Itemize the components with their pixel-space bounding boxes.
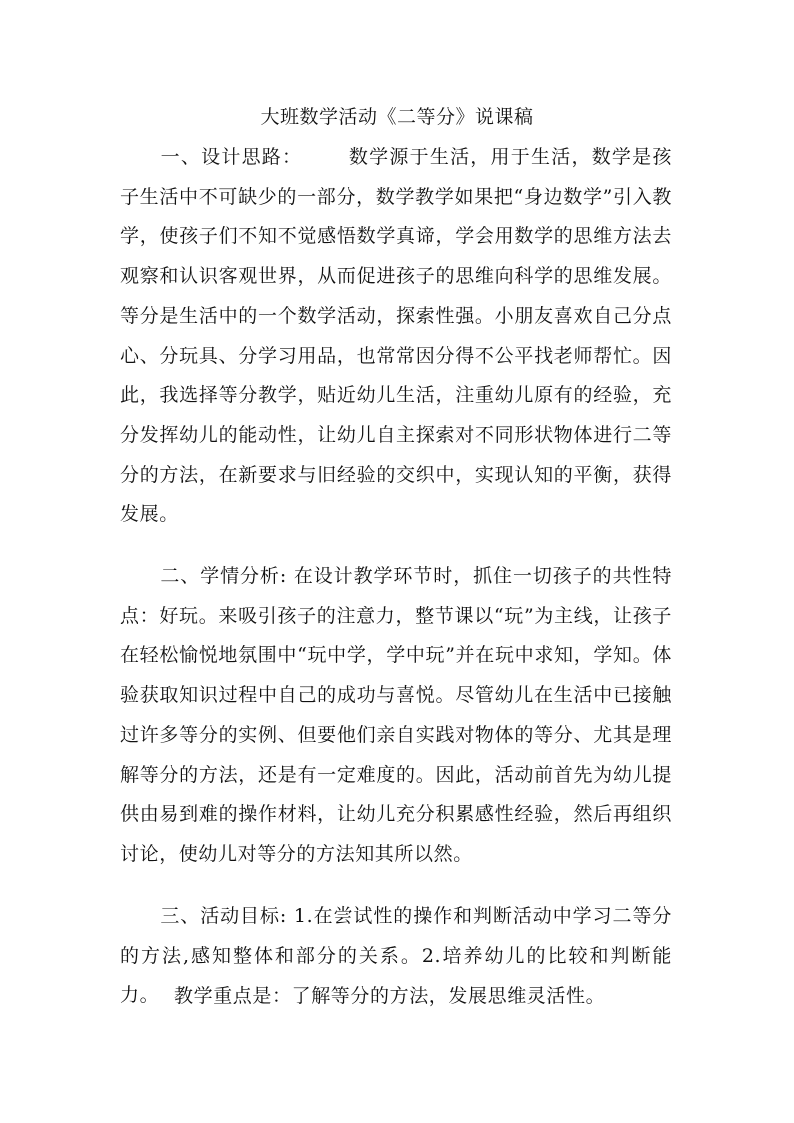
document-title: 大班数学活动《二等分》说课稿 [260,106,534,128]
section-teaching-focus [120,977,672,1017]
section-body: 了解等分的方法，发展思维灵活性。 [291,985,606,1007]
section-heading: 三、活动目标: [160,905,287,927]
section-heading: 二、学情分析: [160,565,287,587]
section-body: 1.在尝试性的操作和判断活动中学习二等分的方法,感知整体和部分的关系。2.培养幼儿的比较和判断能力。 [120,905,672,1007]
section-body: 数学源于生活，用于生活，数学是孩子生活中不可缺少的一部分，数学教学如果把“身边数学”引入教学，使孩子们不知不觉感悟数学真谛，学会用数学的思维方法去观察和认识客观世界，从而促进孩子的思维向科学的思维发展。等分是生活中的一个数学活动，探索性强。小朋友喜欢自己分点心、分玩具、分学习用品，也常常因分得不公平找老师帮忙。因此，我选择等分教学，贴近幼儿生活，注重幼儿原有的经验，充分发挥幼儿的能动性，让幼儿自主探索对不同形状物体进行二等分的方法，在新要求与旧经验的交织中，实现认知的平衡，获得发展。 [120,146,672,526]
section-design-idea [120,138,672,535]
section-heading: 一、设计思路： [160,146,303,168]
section-body: 在设计教学环节时，抓住一切孩子的共性特点：好玩。来吸引孩子的注意力，整节课以“玩”为主线，让孩子在轻松愉悦地氛围中“玩中学，学中玩”并在玩中求知，学知。体验获取知识过程中自己的成功与喜悦。尽管幼儿在生活中已接触过许多等分的实例、但要他们亲自实践对物体的等分、尤其是理解等分的方法，还是有一定难度的。因此，活动前首先为幼儿提供由易到难的操作材料，让幼儿充分积累感性经验，然后再组织讨论，使幼儿对等分的方法知其所以然。 [120,565,673,865]
section-student-analysis [120,557,672,875]
section-heading: 教学重点是： [174,985,292,1007]
